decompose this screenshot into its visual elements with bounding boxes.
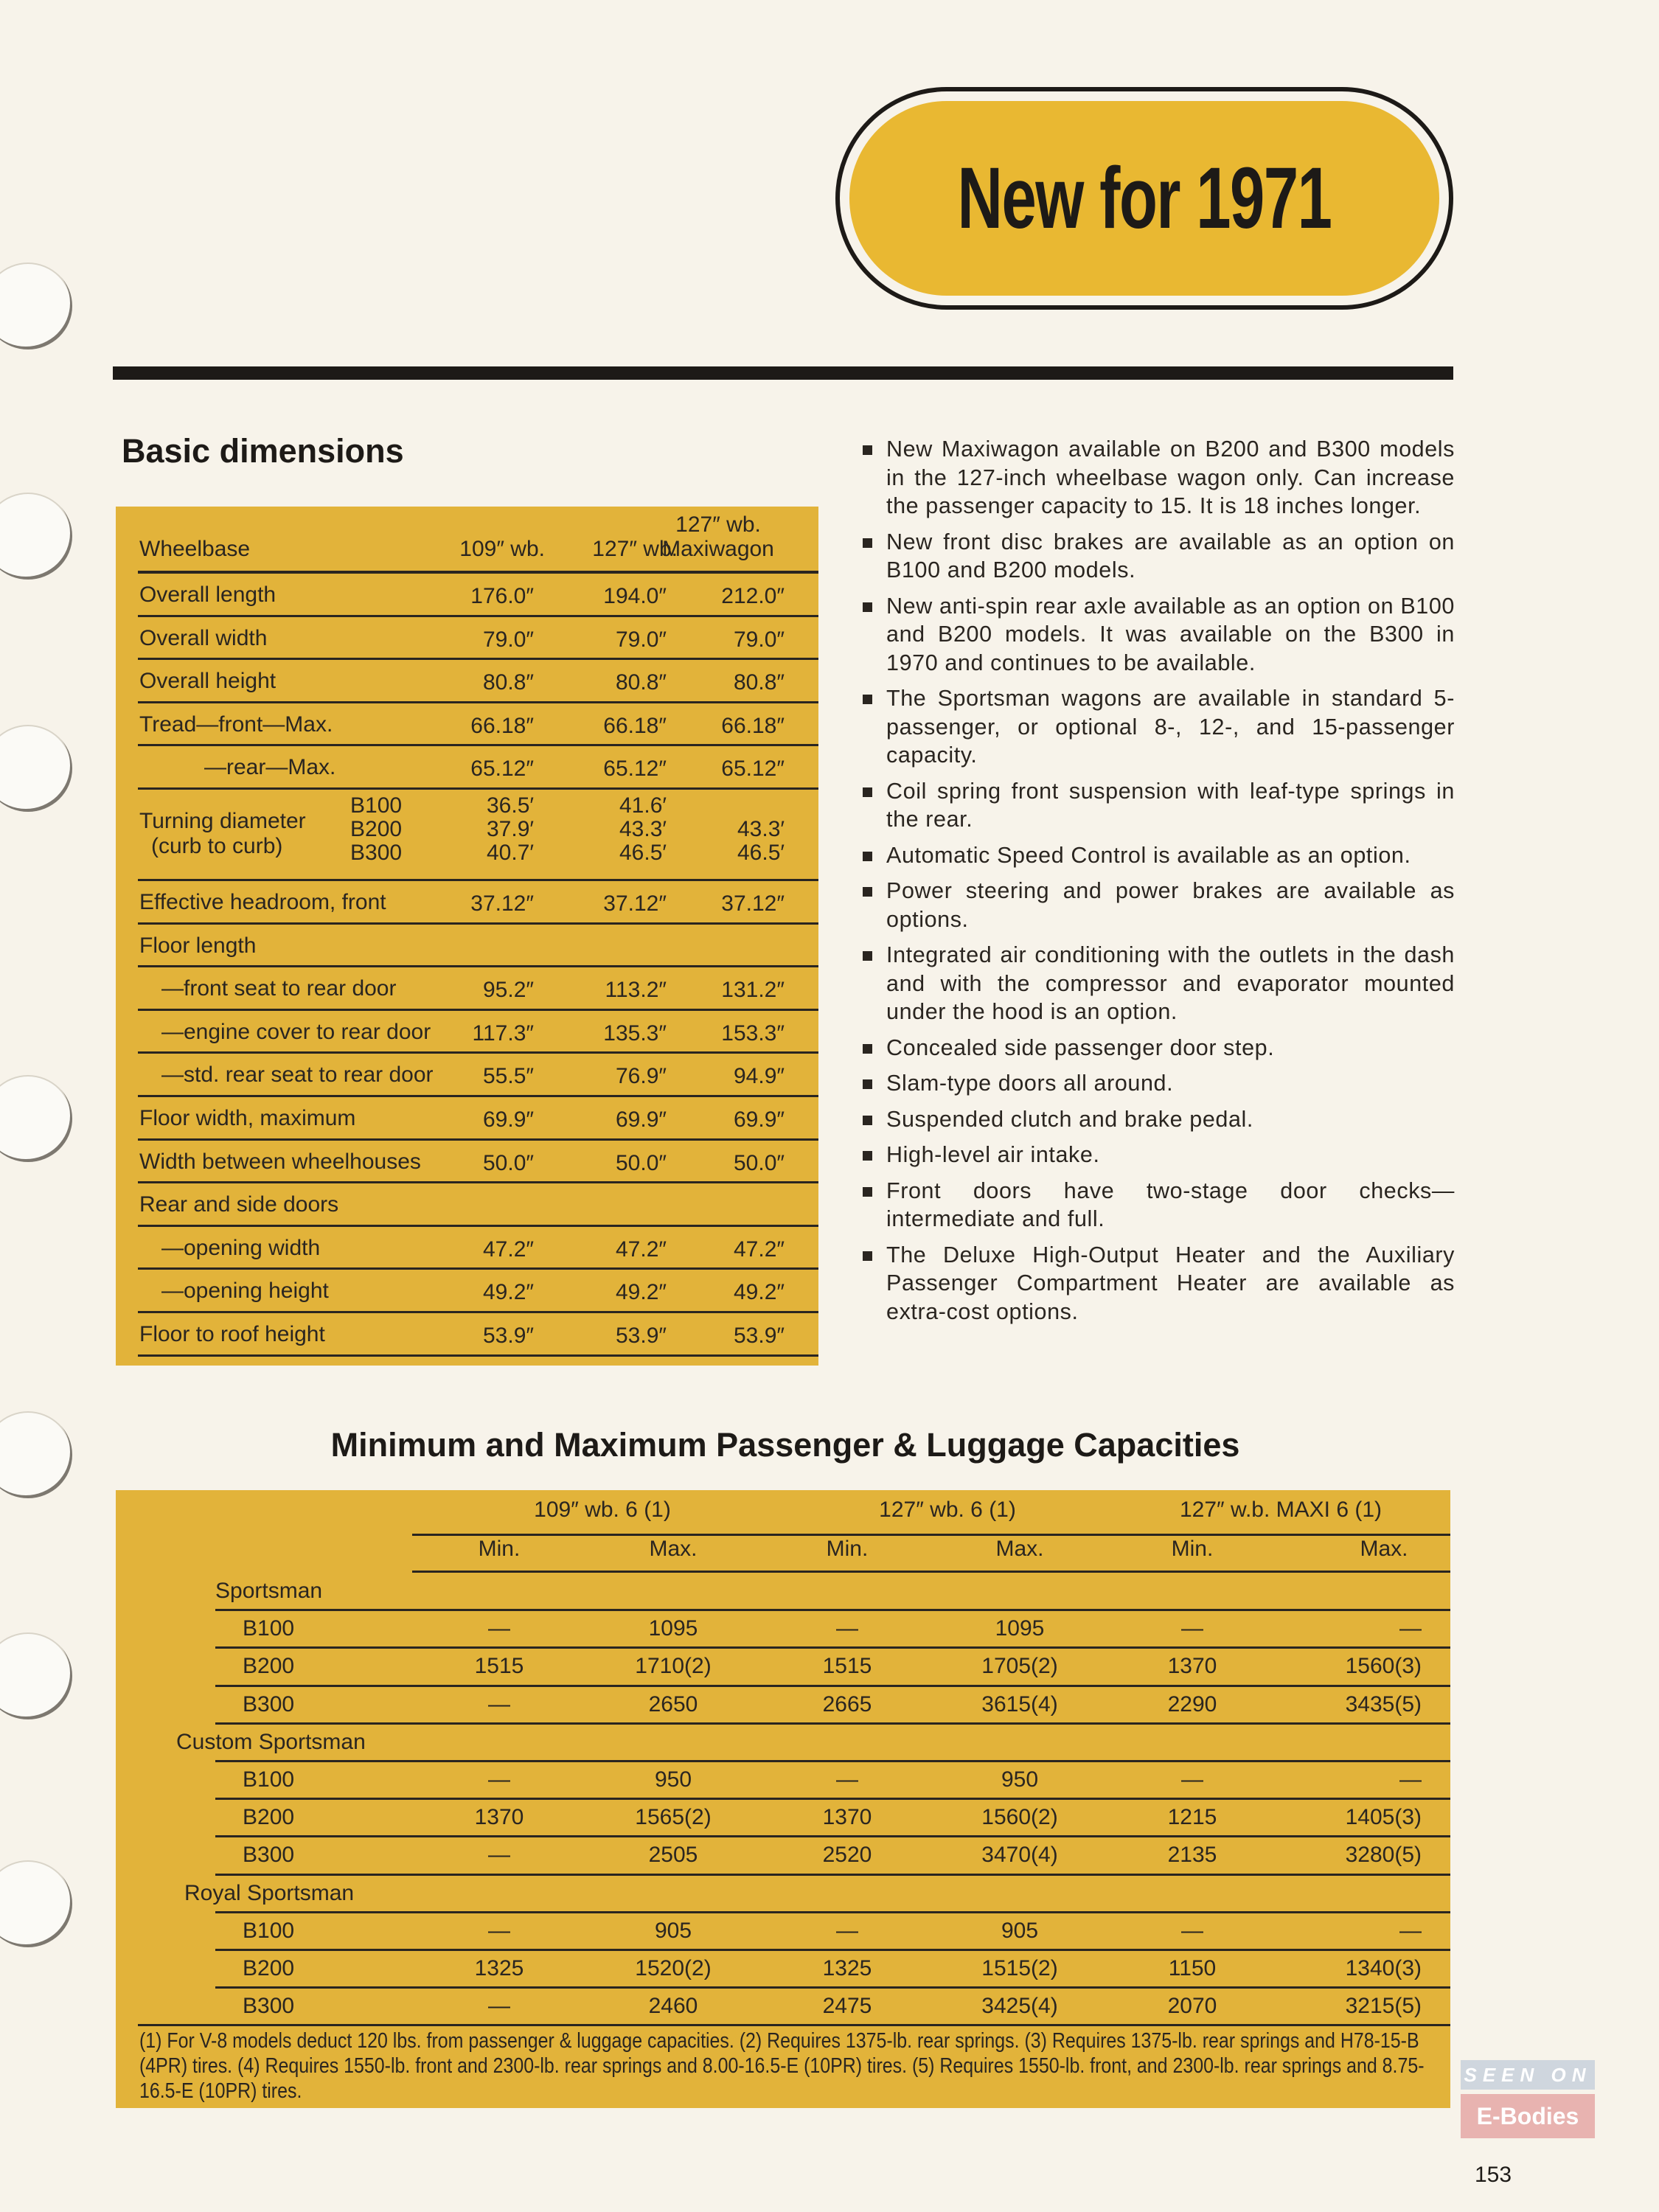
capacity-value: 1095 — [648, 1616, 698, 1641]
model-label: B300 — [243, 1843, 295, 1868]
dim-row-label: Effective headroom, front — [139, 890, 386, 914]
dim-row-value: 79.0″ — [615, 627, 667, 652]
group-header: 127″ w.b. MAXI 6 (1) — [1179, 1498, 1382, 1522]
dim-row-value: 66.18″ — [470, 713, 534, 738]
dim-row-value: 50.0″ — [733, 1150, 785, 1175]
capacity-value: 1405(3) — [1345, 1805, 1422, 1830]
capacity-value: 3435(5) — [1345, 1691, 1422, 1717]
banner-title: New for 1971 — [957, 150, 1332, 247]
turning-value: 43.3′ — [737, 817, 785, 841]
feature-item: New anti-spin rear axle available as an option on B100 and B200 models. It was available on the B300 in 1970 and continues to be available. — [861, 592, 1455, 678]
feature-item: Coil spring front suspension with leaf-type springs in the rear. — [861, 777, 1455, 834]
capacity-value: 1560(3) — [1345, 1654, 1422, 1679]
group-header: 127″ wb. 6 (1) — [879, 1498, 1016, 1522]
capacity-value: — — [488, 1994, 510, 2019]
watermark-bottom: E-Bodies — [1461, 2094, 1595, 2138]
feature-item: Power steering and power brakes are available as options. — [861, 877, 1455, 933]
section-title: Custom Sportsman — [176, 1729, 366, 1754]
table-rule — [215, 1986, 1450, 1989]
turning-value: 46.5′ — [737, 841, 785, 865]
table-rule — [215, 1760, 1450, 1762]
dim-row-value: 212.0″ — [721, 584, 785, 608]
header-109: 109″ wb. — [459, 537, 545, 561]
feature-item: Front doors have two-stage door checks—intermediate and full. — [861, 1177, 1455, 1234]
dim-row-label: Floor length — [139, 933, 257, 958]
model-label: B100 — [243, 1767, 295, 1792]
capacity-value: 3280(5) — [1345, 1843, 1422, 1868]
binder-hole — [0, 1075, 72, 1162]
header-maxiwagon-line2: Maxiwagon — [662, 537, 774, 561]
capacity-value: — — [488, 1616, 510, 1641]
dim-row-value: 53.9″ — [615, 1324, 667, 1348]
capacity-value: 2135 — [1167, 1843, 1217, 1868]
model-label: B200 — [243, 1805, 295, 1830]
turning-label-line1: Turning diameter — [139, 809, 306, 833]
capacity-value: — — [488, 1843, 510, 1868]
min-header: Min. — [478, 1537, 521, 1561]
capacity-value: — — [1181, 1616, 1203, 1641]
banner — [849, 101, 1439, 296]
dim-row-label: —front seat to rear door — [161, 976, 397, 1001]
model-label: B100 — [243, 1918, 295, 1943]
feature-item: Slam-type doors all around. — [861, 1069, 1455, 1098]
feature-item: New front disc brakes are available as an option on B100 and B200 models. — [861, 528, 1455, 585]
dim-row-value: 55.5″ — [482, 1064, 534, 1089]
dim-row-value: 80.8″ — [482, 670, 534, 695]
turning-value: 40.7′ — [486, 841, 534, 865]
capacity-value: 905 — [1001, 1918, 1039, 1943]
dim-row-value: 117.3″ — [472, 1020, 534, 1046]
dim-row-label: Overall length — [139, 582, 276, 607]
header-127: 127″ wb. — [592, 537, 678, 561]
feature-item: The Deluxe High-Output Heater and the Auxiliary Passenger Compartment Heater are available as extra-cost options. — [861, 1241, 1455, 1326]
dim-row-value: 49.2″ — [615, 1280, 667, 1305]
turning-value: 37.9′ — [486, 817, 534, 841]
model-label: B200 — [243, 1956, 295, 1980]
capacity-value: 3425(4) — [981, 1994, 1058, 2019]
table-rule — [412, 1571, 1450, 1573]
dim-row-value: 50.0″ — [615, 1150, 667, 1175]
turning-model: B100 — [350, 793, 403, 818]
dim-row-value: 49.2″ — [482, 1280, 534, 1305]
basic-dimensions-title: Basic dimensions — [122, 432, 404, 470]
dim-row-label: Overall height — [139, 669, 276, 694]
dim-row-label: Floor width, maximum — [139, 1106, 356, 1130]
dim-row-value: 50.0″ — [482, 1150, 534, 1175]
binder-hole — [0, 1860, 72, 1947]
table-rule — [215, 1949, 1450, 1951]
dim-row-value: 80.8″ — [615, 670, 667, 695]
table-rule — [215, 1646, 1450, 1649]
dim-row-label: —rear—Max. — [204, 755, 336, 780]
table-rule — [215, 1911, 1450, 1913]
feature-item: The Sportsman wagons are available in standard 5-passenger, or optional 8-, 12-, and 15-passenger capacity. — [861, 684, 1455, 770]
dim-row-value: 135.3″ — [603, 1020, 667, 1046]
capacity-value: 2650 — [648, 1691, 698, 1717]
turning-value: 46.5′ — [619, 841, 667, 865]
capacity-value: 1515 — [474, 1654, 524, 1679]
dim-row-label: Rear and side doors — [139, 1192, 339, 1217]
page-number: 153 — [1475, 2163, 1512, 2187]
min-header: Min. — [1171, 1537, 1214, 1561]
capacity-value: 1215 — [1167, 1805, 1217, 1830]
dim-row-label: —engine cover to rear door — [161, 1019, 431, 1044]
capacities-footnote: (1) For V-8 models deduct 120 lbs. from passenger & luggage capacities. (2) Requires 1375-lb. rear springs. (3) Requires 1375-lb. rear springs and H78-15-B (4PR) tires. (4) Requires 1550-lb. front and 2300-lb. rear springs and 8.00-16.5-E (10PR) tires. (5) Requires 1550-lb. front, and 2300-lb. rear springs and 8.75-16.5-E (10PR) tires. — [139, 2029, 1425, 2103]
dim-row-value: 47.2″ — [482, 1237, 534, 1262]
capacity-value: 1520(2) — [635, 1956, 712, 1980]
dim-row-label: —opening width — [161, 1235, 321, 1260]
dim-row-label: Tread—front—Max. — [139, 712, 333, 737]
model-label: B300 — [243, 1994, 295, 2019]
table-rule — [412, 1534, 1450, 1536]
capacity-value: 1515 — [822, 1654, 872, 1679]
model-label: B100 — [243, 1616, 295, 1641]
dim-row-label: —std. rear seat to rear door — [161, 1062, 434, 1088]
capacity-value: — — [836, 1767, 858, 1792]
dim-row-value: 194.0″ — [603, 584, 667, 608]
capacities-title: Minimum and Maximum Passenger & Luggage Capacities — [330, 1426, 1240, 1464]
table-rule — [215, 1685, 1450, 1687]
dim-row-value: 131.2″ — [721, 978, 785, 1003]
dim-row-value: 94.9″ — [733, 1064, 785, 1089]
capacity-value: — — [488, 1691, 510, 1717]
capacity-value: 2070 — [1167, 1994, 1217, 2019]
capacity-value: — — [1399, 1767, 1422, 1792]
capacity-value: 1705(2) — [981, 1654, 1058, 1679]
dim-row-value: 80.8″ — [733, 670, 785, 695]
binder-hole — [0, 1632, 72, 1719]
capacity-value: 2505 — [648, 1843, 698, 1868]
capacity-value: 3215(5) — [1345, 1994, 1422, 2019]
dim-row-value: 53.9″ — [733, 1324, 785, 1348]
dim-row-label: Overall width — [139, 625, 268, 650]
dim-row-value: 37.12″ — [470, 891, 534, 916]
capacity-value: 2290 — [1167, 1691, 1217, 1717]
capacity-value: 1325 — [474, 1956, 524, 1980]
model-label: B200 — [243, 1654, 295, 1679]
capacity-value: 2665 — [822, 1691, 872, 1717]
capacity-value: 1515(2) — [981, 1956, 1058, 1980]
capacity-value: 1560(2) — [981, 1805, 1058, 1830]
dim-row-value: 69.9″ — [615, 1107, 667, 1132]
max-header: Max. — [649, 1537, 698, 1561]
group-header: 109″ wb. 6 (1) — [534, 1498, 671, 1522]
dim-row-value: 66.18″ — [721, 713, 785, 738]
max-header: Max. — [1360, 1537, 1408, 1561]
header-wheelbase: Wheelbase — [139, 537, 251, 561]
table-rule — [215, 1835, 1450, 1837]
header-rule — [113, 366, 1453, 380]
capacity-value: 2460 — [648, 1994, 698, 2019]
dim-row-value: 176.0″ — [470, 584, 534, 608]
turning-value: 43.3′ — [619, 817, 667, 841]
feature-item: New Maxiwagon available on B200 and B300 models in the 127-inch wheelbase wagon only. Can increase the passenger capacity to 15. It is 18 inches longer. — [861, 435, 1455, 521]
capacity-value: 1150 — [1168, 1956, 1217, 1980]
dim-row-value: 76.9″ — [615, 1064, 667, 1089]
capacity-value: 2520 — [822, 1843, 872, 1868]
capacity-value: — — [836, 1616, 858, 1641]
feature-item: Automatic Speed Control is available as an option. — [861, 841, 1455, 870]
feature-item: Concealed side passenger door step. — [861, 1034, 1455, 1062]
dim-row-value: 79.0″ — [482, 627, 534, 652]
capacity-value: — — [488, 1767, 510, 1792]
capacity-value: — — [836, 1918, 858, 1943]
capacity-value: 2475 — [822, 1994, 872, 2019]
dim-row-value: 47.2″ — [615, 1237, 667, 1262]
min-header: Min. — [826, 1537, 869, 1561]
dim-row-value: 95.2″ — [482, 978, 534, 1003]
capacity-value: — — [488, 1918, 510, 1943]
capacity-value: — — [1399, 1918, 1422, 1943]
capacity-value: 1340(3) — [1345, 1956, 1422, 1980]
capacity-value: — — [1181, 1767, 1203, 1792]
section-title: Royal Sportsman — [184, 1880, 355, 1905]
capacity-value: 950 — [654, 1767, 692, 1792]
model-label: B300 — [243, 1691, 295, 1717]
dim-row-label: Width between wheelhouses — [139, 1149, 421, 1174]
table-rule — [215, 1609, 1450, 1611]
dim-row-value: 69.9″ — [482, 1107, 534, 1132]
capacity-value: — — [1399, 1616, 1422, 1641]
watermark-logo — [1461, 2060, 1595, 2141]
capacity-value: 1325 — [822, 1956, 872, 1980]
dim-row-value: 49.2″ — [733, 1280, 785, 1305]
capacity-value: 1370 — [822, 1805, 872, 1830]
capacity-value: 1710(2) — [635, 1654, 712, 1679]
capacity-value: 1095 — [995, 1616, 1045, 1641]
turning-label-line2: (curb to curb) — [151, 834, 283, 858]
capacities-table — [116, 1490, 1450, 2108]
watermark-top: SEEN ON — [1461, 2060, 1595, 2090]
table-rule — [215, 1722, 1450, 1725]
dim-row-value: 47.2″ — [733, 1237, 785, 1262]
turning-model: B300 — [350, 841, 403, 865]
capacity-value: — — [1181, 1918, 1203, 1943]
dim-row-label: Floor to roof height — [139, 1322, 325, 1346]
turning-model: B200 — [350, 817, 403, 841]
capacity-value: 3615(4) — [981, 1691, 1058, 1717]
binder-hole — [0, 262, 72, 349]
feature-list — [861, 435, 1455, 1333]
section-title: Sportsman — [215, 1579, 323, 1603]
max-header: Max. — [995, 1537, 1044, 1561]
dim-row-value: 65.12″ — [603, 757, 667, 782]
dim-row-value: 69.9″ — [733, 1107, 785, 1132]
capacity-value: 1370 — [1167, 1654, 1217, 1679]
feature-item: Integrated air conditioning with the outlets in the dash and with the compressor and evaporator mounted under the hood is an option. — [861, 941, 1455, 1026]
dim-row-value: 37.12″ — [603, 891, 667, 916]
dim-row-label: —opening height — [161, 1279, 329, 1304]
binder-hole — [0, 725, 72, 812]
capacity-value: 3470(4) — [981, 1843, 1058, 1868]
dim-row-value: 153.3″ — [721, 1020, 785, 1046]
turning-value: 41.6′ — [619, 793, 667, 818]
dim-row-value: 37.12″ — [721, 891, 785, 916]
feature-item: High-level air intake. — [861, 1141, 1455, 1169]
dim-row-value: 113.2″ — [605, 978, 667, 1003]
header-maxiwagon-line1: 127″ wb. — [675, 512, 761, 537]
capacity-value: 905 — [654, 1918, 692, 1943]
turning-value: 36.5′ — [486, 793, 534, 818]
table-rule — [215, 1874, 1450, 1876]
table-rule — [215, 1798, 1450, 1800]
capacity-value: 1370 — [474, 1805, 524, 1830]
capacity-value: 950 — [1001, 1767, 1039, 1792]
dim-row-value: 65.12″ — [721, 757, 785, 782]
dim-row-value: 79.0″ — [733, 627, 785, 652]
dim-row-value: 53.9″ — [482, 1324, 534, 1348]
dim-row-value: 65.12″ — [470, 757, 534, 782]
capacity-value: 1565(2) — [635, 1805, 712, 1830]
dim-row-value: 66.18″ — [603, 713, 667, 738]
feature-item: Suspended clutch and brake pedal. — [861, 1105, 1455, 1134]
table-rule — [138, 2024, 1450, 2026]
binder-hole — [0, 493, 72, 580]
basic-dimensions-table — [116, 507, 818, 1366]
